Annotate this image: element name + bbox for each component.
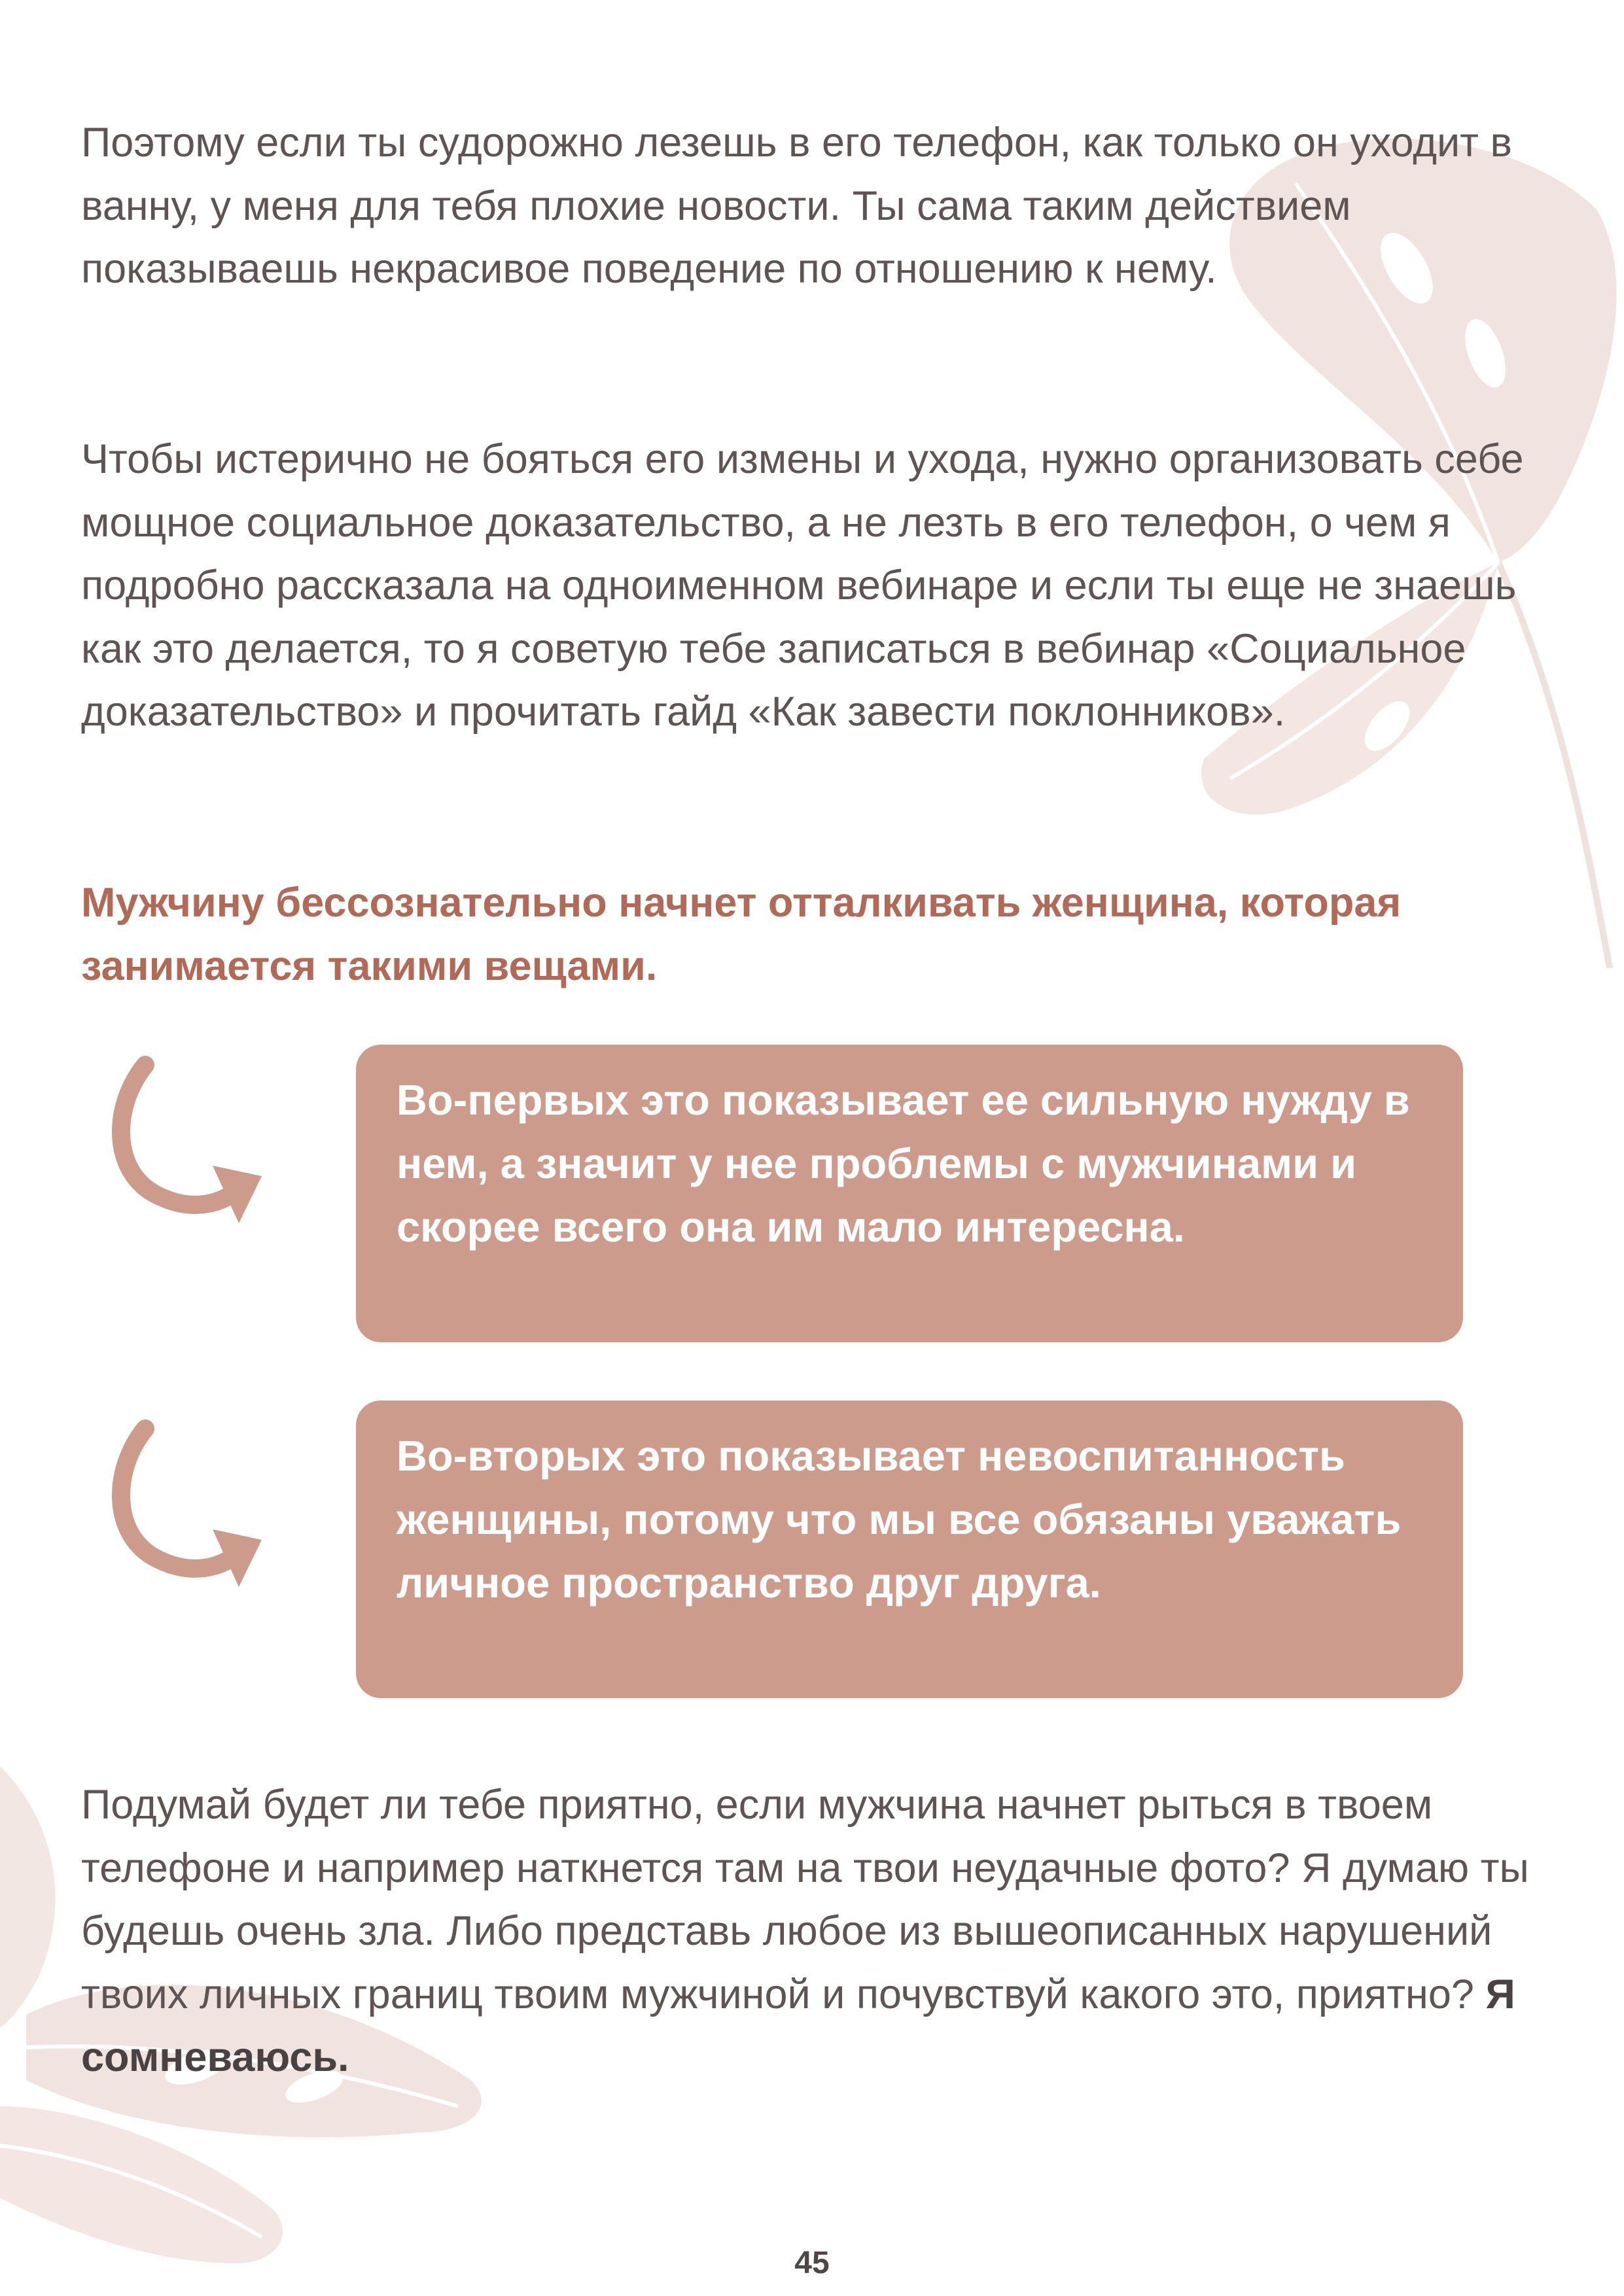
- reason-card-text: Во-вторых это показывает невоспитанность женщины, потому что мы все обязаны уважать личное пространство друг друга.: [397, 1432, 1402, 1607]
- paragraph-imagine: [81, 1773, 1547, 2089]
- highlight-heading: Мужчину бессознательно начнет отталкивать женщина, которая занимается такими вещами.: [81, 880, 1402, 989]
- reason-card-text: Во-первых это показывает ее сильную нужду в нем, а значит у нее проблемы с мужчинами и скорее всего она им мало интересна.: [397, 1076, 1410, 1251]
- reason-card-first: [356, 1045, 1463, 1342]
- paragraph-imagine-text: Подумай будет ли тебе приятно, если мужчина начнет рыться в твоем телефоне и например наткнется там на твои неудачные фото? Я думаю ты будешь очень зла. Либо представь любое из вышеописанных нарушений твоих личных границ твоим мужчиной и почувствуй какого это, приятно?: [81, 1782, 1529, 2017]
- paragraph-imagine-conclusion: Я сомневаюсь.: [81, 1971, 1515, 2080]
- reason-card-second: [356, 1400, 1463, 1698]
- paragraph-social-proof: Чтобы истерично не бояться его измены и ухода, нужно организовать себе мощное социальное доказательство, а не лезть в его телефон, о чем я подробно рассказала на одноименном вебинаре и если ты еще не знаешь как это делается, то я советую тебе записаться в вебинар «Социальное доказательство» и прочитать гайд «Как завести поклонников».: [81, 436, 1524, 735]
- curved-arrow-icon: [105, 1054, 275, 1238]
- curved-arrow-icon: [105, 1418, 275, 1601]
- page-number: 45: [794, 2246, 830, 2280]
- paragraph-phone-snooping: Поэтому если ты судорожно лезешь в его телефон, как только он уходит в ванну, у меня для тебя плохие новости. Ты сама таким действием показываешь некрасивое поведение по отношению к нему.: [81, 120, 1512, 292]
